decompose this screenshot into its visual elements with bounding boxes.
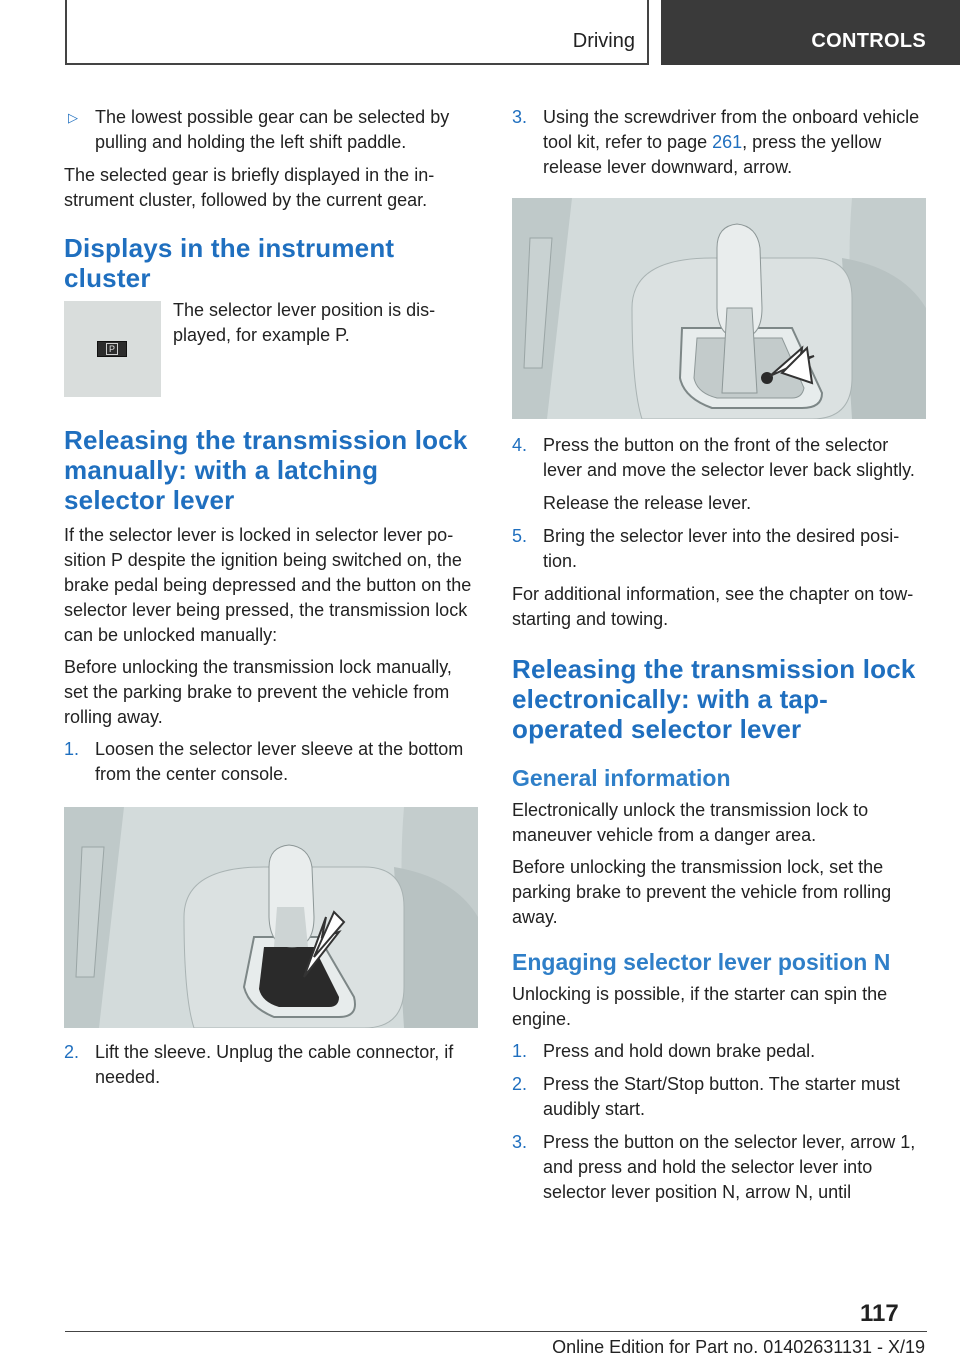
gear-p-icon: P — [106, 343, 118, 355]
step-number: 2. — [512, 1074, 528, 1094]
page-reference-link[interactable]: 261 — [712, 132, 743, 152]
bullet-item — [64, 105, 478, 155]
paragraph-locked: If the selector lever is locked in selector lever position P despite the ignition being switched on, the brake pedal being depressed and the button on the selector lever being pressed, the transmission lock can be unlocked manually: — [64, 525, 472, 645]
step-5 — [512, 524, 926, 574]
instrument-display-image — [64, 301, 161, 397]
heading-electronic: Releasing the transmission lock electronically: with a tap-operated selector lever — [512, 654, 916, 744]
release-lever-illustration — [512, 198, 926, 419]
step-number: 1. — [64, 739, 80, 759]
step-n-1 — [512, 1039, 926, 1064]
header-rule-bottom — [65, 63, 649, 65]
step-1 — [64, 737, 478, 787]
paragraph-elec-1: Electronically unlock the transmission lock to maneuver vehicle from a danger area. — [512, 800, 869, 845]
release-lever-arrow-illustration — [512, 198, 926, 419]
bullet-text: The lowest possible gear can be selected by pulling and holding the left shift paddle. — [95, 107, 450, 152]
center-console-sleeve-illustration — [64, 807, 478, 1028]
step-number: 1. — [512, 1041, 528, 1061]
step-text-pre: Using the screwdriver from the onboard vehicle tool kit, refer to page — [543, 107, 920, 152]
step-n-2 — [512, 1072, 926, 1122]
step-text: Press and hold down brake pedal. — [543, 1041, 816, 1061]
page-number: 117 — [860, 1300, 899, 1327]
footer-rule — [65, 1331, 927, 1332]
header-chapter-label: CONTROLS — [811, 30, 926, 52]
paragraph-selected-gear: The selected gear is briefly displayed in the instrument cluster, followed by the current gear. — [64, 165, 435, 210]
paragraph-before-unlock: Before unlocking the transmission lock manually, set the parking brake to prevent the vehicle from rolling away. — [64, 657, 452, 727]
heading-displays: Displays in the instrument cluster — [64, 233, 395, 293]
step-4 — [512, 433, 926, 483]
step-text: Press the button on the front of the selector lever and move the selector lever back slightly. — [543, 435, 915, 480]
header-rule-divider — [647, 0, 649, 65]
header-rule-left — [65, 0, 67, 65]
display-description: The selector lever position is displayed, for example P. — [173, 300, 436, 345]
paragraph-elec-2: Before unlocking the transmission lock, set the parking brake to prevent the vehicle from rolling away. — [512, 857, 892, 927]
step-number: 3. — [512, 107, 528, 127]
step-number: 3. — [512, 1132, 528, 1152]
step-number: 5. — [512, 526, 528, 546]
step-number: 2. — [64, 1042, 80, 1062]
paragraph-additional-info: For additional information, see the chapter on tow-starting and towing. — [512, 584, 914, 629]
right-column — [512, 105, 926, 1213]
header-section-title: Driving — [572, 30, 635, 52]
left-column — [64, 105, 478, 1098]
heading-general-info: General information — [512, 765, 731, 791]
step-number: 4. — [512, 435, 528, 455]
step-text: Lift the sleeve. Unplug the cable connector, if needed. — [95, 1042, 454, 1087]
heading-latching: Releasing the transmission lock manually: with a latching selector lever — [64, 425, 468, 515]
heading-engaging-n: Engaging selector lever position N — [512, 949, 891, 975]
triangle-bullet-icon: ▷ — [68, 110, 78, 125]
step-text: Press the button on the selector lever, arrow 1, and press and hold the selector lever into selector lever position N, arrow N, until — [543, 1132, 916, 1202]
step-text-post: , press the yellow release lever downward, arrow. — [543, 132, 882, 177]
step-text: Bring the selector lever into the desired position. — [543, 526, 900, 571]
header-chapter-tab — [661, 0, 960, 65]
step-text: Loosen the selector lever sleeve at the bottom from the center console. — [95, 739, 464, 784]
gear-display-box — [97, 341, 127, 357]
footer-edition: Online Edition for Part no. 01402631131 - X/19 — [552, 1337, 925, 1357]
paragraph-unlock-possible: Unlocking is possible, if the starter can spin the engine. — [512, 984, 888, 1029]
display-example — [64, 301, 478, 397]
step-2 — [64, 1040, 478, 1090]
sleeve-illustration — [64, 807, 478, 1028]
step-4-subtext: Release the release lever. — [543, 493, 752, 513]
step-text: Press the Start/Stop button. The starter must audibly start. — [543, 1074, 900, 1119]
step-n-3 — [512, 1130, 926, 1205]
step-3 — [512, 105, 926, 180]
